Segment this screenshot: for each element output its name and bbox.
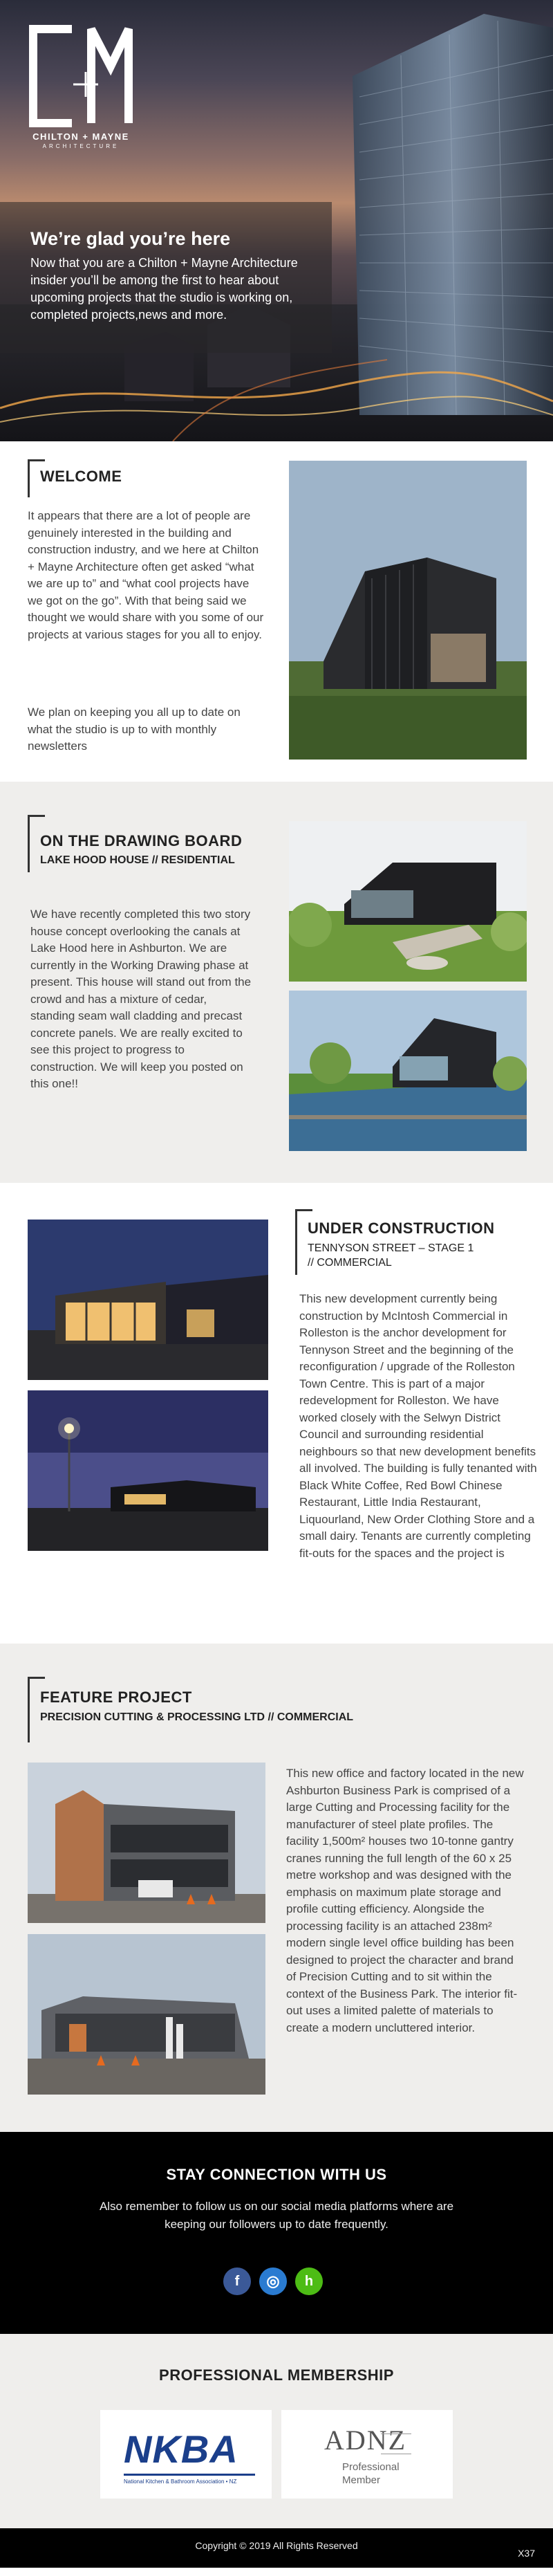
precision-photo-1 xyxy=(28,1763,265,1923)
welcome-house-photo xyxy=(289,461,527,760)
lake-hood-render-1 xyxy=(289,821,527,982)
feature-title: FEATURE PROJECT xyxy=(40,1689,192,1706)
tennyson-photo-1 xyxy=(28,1220,268,1380)
adnz-logo: ADNZ xyxy=(324,2425,407,2456)
social-section xyxy=(0,2132,553,2334)
feature-project-section xyxy=(0,1644,553,2132)
social-icons xyxy=(223,2267,323,2295)
adnz-caption-2: Member xyxy=(342,2474,381,2486)
construction-title: UNDER CONSTRUCTION xyxy=(308,1220,495,1237)
construction-subtitle-2: // COMMERCIAL xyxy=(308,1257,392,1269)
under-construction-section xyxy=(0,1183,553,1644)
membership-title: PROFESSIONAL MEMBERSHIP xyxy=(159,2366,394,2384)
hero-banner xyxy=(0,0,553,441)
drawing-body: We have recently completed this two story house concept overlooking the canals at Lake Hood here in Ashburton. We are currently in the Working Drawing phase at present. This house will stand out from the crowd and has a mixture of cedar, standing seam wall cladding and precast concrete panels. We are really excited to see this project to progress to construction. We will keep you posted on this one!! xyxy=(30,908,252,1090)
logo-subtitle: ARCHITECTURE xyxy=(42,143,120,149)
lake-hood-render-2 xyxy=(289,991,527,1151)
welcome-paragraph-2: We plan on keeping you all up to date on what the studio is up to with monthly newsletters xyxy=(28,706,241,753)
drawing-subtitle: LAKE HOOD HOUSE // RESIDENTIAL xyxy=(40,854,235,866)
nkba-divider xyxy=(124,2474,255,2476)
construction-body: This new development currently being construction by McIntosh Commercial in Rolleston is the anchor development for Tennyson Street and the beginning of the reconfiguration / upgrade of the Rolleston Town Centre. This is part of a major redevelopment for Rolleston. We have worked closely with the Selwyn District Council and surrounding residential neighbours so that new development benefits all involved. The building is fully tenanted with Black White Coffee, Red Bowl Chinese Restaurant, Little India Restaurant, Liquourland, New Order Clothing Store and a small dairy. Tenants are currently completing fit-outs for the spaces and the project is xyxy=(299,1292,537,1560)
houzz-icon[interactable]: h xyxy=(295,2267,323,2295)
feature-subtitle: PRECISION CUTTING & PROCESSING LTD // COMMERCIAL xyxy=(40,1711,354,1723)
welcome-section xyxy=(0,441,553,782)
feature-body: This new office and factory located in the new Ashburton Business Park is comprised of a large Cutting and Processing facility for the manufacturer of steel plate profiles. The facility 1,500m² houses two 10-tonne gantry cranes running the full length of the 60 x 25 metre workshop and was designed with the emphasis on maximum plate storage and profile cutting efficiency. Alongside the processing facility is an attached 238m² modern single level office building has been designed to project the character and brand of Precision Cutting and to sit within the context of the Business Park. The interior fit-out uses a limited palette of materials to create a modern uncluttered interior. xyxy=(286,1767,524,2034)
adnz-badge[interactable] xyxy=(281,2410,453,2499)
welcome-paragraph-1: It appears that there are a lot of people are genuinely interested in the building and construction industry, and we here at Chilton + Mayne Architecture often get asked “what we are up to” and “what cool projects have we got on the go”. With that being said we thought we would share with you some of our projects at various stages for you all to enjoy. xyxy=(28,509,264,641)
tennyson-photo-2 xyxy=(28,1390,268,1551)
nkba-badge[interactable] xyxy=(100,2410,272,2499)
welcome-title: WELCOME xyxy=(40,468,122,485)
logo-name: CHILTON + MAYNE xyxy=(32,131,129,142)
footer-code: X37 xyxy=(518,2548,535,2559)
drawing-title: ON THE DRAWING BOARD xyxy=(40,832,243,849)
facebook-icon[interactable]: f xyxy=(223,2267,251,2295)
nkba-caption: National Kitchen & Bathroom Association • NZ xyxy=(124,2478,237,2485)
social-body: Also remember to follow us on our social media platforms where are keeping our followers up to date frequently. xyxy=(99,2200,454,2231)
hero-title: We’re glad you’re here xyxy=(30,228,231,249)
copyright-text: Copyright © 2019 All Rights Reserved xyxy=(195,2540,358,2551)
adnz-caption-1: Professional xyxy=(342,2461,400,2473)
hero-body: Now that you are a Chilton + Mayne Architecture insider you’ll be among the first to hear about upcoming projects that the studio is working on, completed projects,news and more. xyxy=(30,256,298,322)
precision-photo-2 xyxy=(28,1934,265,2095)
company-logo[interactable] xyxy=(29,25,133,149)
drawing-board-section xyxy=(0,782,553,1183)
social-title: STAY CONNECTION WITH US xyxy=(166,2166,387,2183)
instagram-icon[interactable]: ◎ xyxy=(259,2267,287,2295)
membership-section xyxy=(0,2334,553,2528)
footer xyxy=(0,2528,553,2568)
construction-subtitle-1: TENNYSON STREET – STAGE 1 xyxy=(308,1242,474,1254)
adnz-rule xyxy=(381,2434,411,2454)
nkba-logo: NKBA xyxy=(124,2427,238,2471)
logo-mark-icon xyxy=(29,25,133,127)
